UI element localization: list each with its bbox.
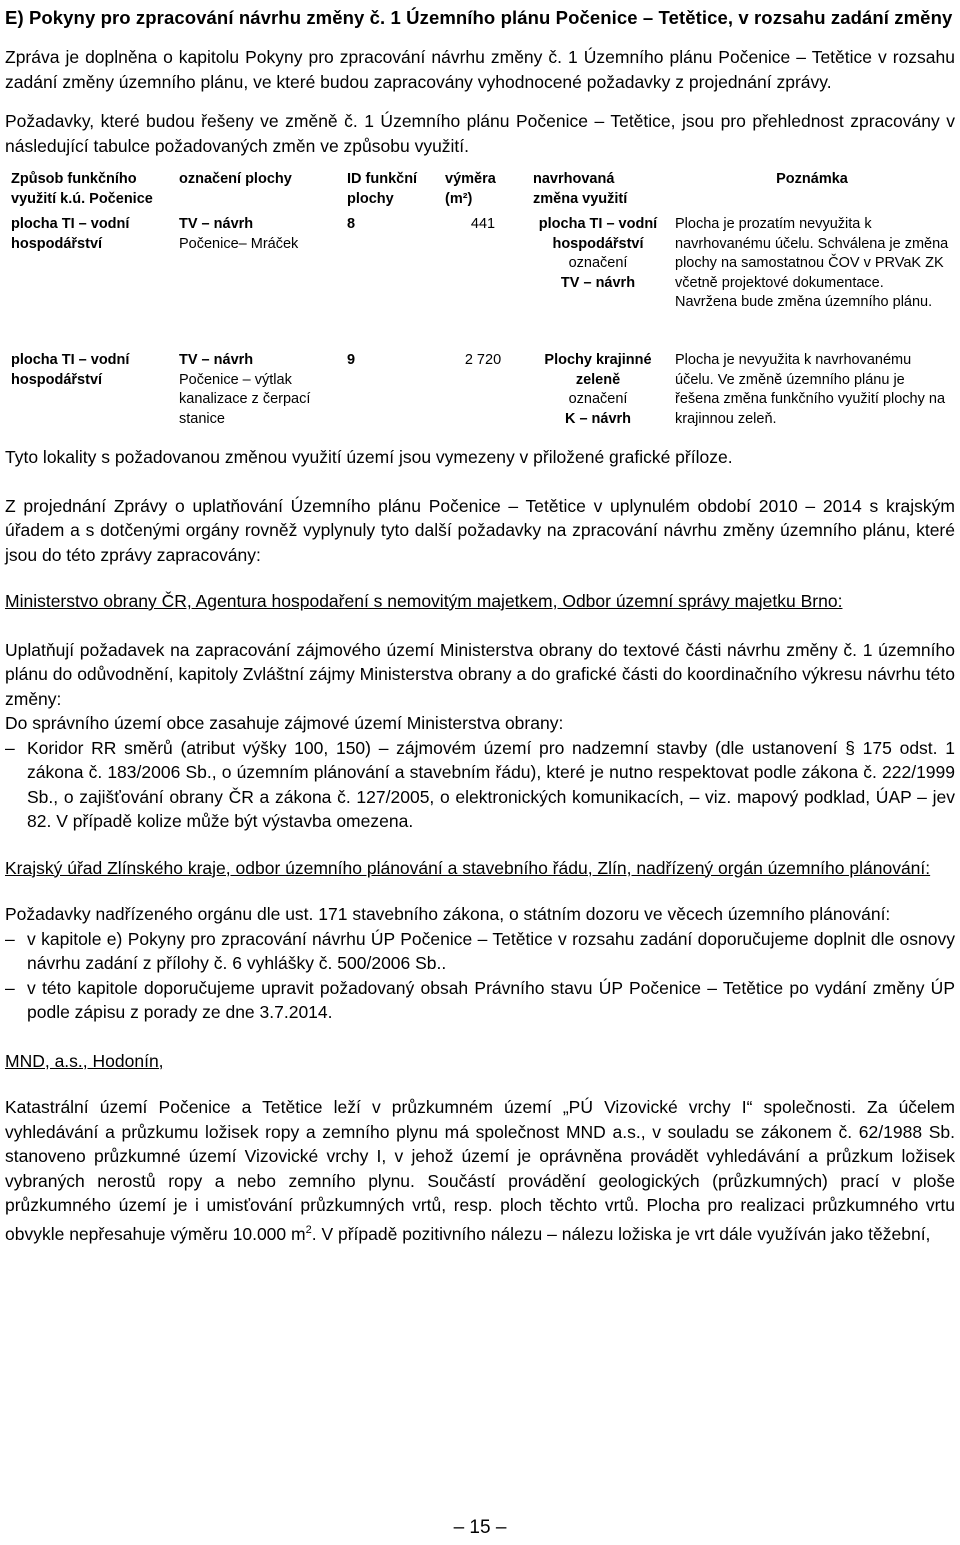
mnd-paragraph xyxy=(5,1095,955,1246)
list-item: – v kapitole e) Pokyny pro zpracování návrhu ÚP Počenice – Tetětice v rozsahu zadání doporučujeme doplnit dle osnovy návrhu zadání z přílohy č. 6 vyhlášky č. 500/2006 Sb.. xyxy=(5,927,955,976)
col-header-id: ID funkční plochy xyxy=(347,171,418,207)
cell-vymera: 441 xyxy=(470,216,496,232)
cell-zmena-code: TV – návrh xyxy=(560,274,636,291)
document-page xyxy=(5,0,955,1246)
col-header-vymera: výměra (m²) xyxy=(445,171,496,207)
cell-oznaceni-name: Počenice– Mráček xyxy=(179,235,299,252)
cell-id: 8 xyxy=(347,216,356,232)
cell-zmena-type: Plochy krajinné zeleně xyxy=(544,352,652,388)
list-item: – Koridor RR směrů (atribut výšky 100, 150) – zájmovém území pro nadzemní stavby (dle ustanovení § 175 odst. 1 zákona č. 183/2006 Sb., o územním plánování a stavebním řádu), které je nutno respektovat podle zákona č. 222/1999 Sb., o zajišťování obrany ČR a zákona č. 127/2005, o elektronických komunikacích, – viz. mapový podklad, ÚAP – jev 82. V případě kolize může být výstavba omezena. xyxy=(5,736,955,834)
change-table xyxy=(5,170,955,429)
cell-id: 9 xyxy=(347,352,356,368)
col-header-zmena: navrhovaná změna využití xyxy=(533,171,628,207)
table-header-row xyxy=(5,170,955,215)
cell-zmena-type: plocha TI – vodní hospodářství xyxy=(538,216,658,252)
after-table-note: Tyto lokality s požadovanou změnou využití území jsou vymezeny v přiložené grafické příloze. xyxy=(5,447,733,467)
cell-vymera: 2 720 xyxy=(464,352,502,368)
cell-poznamka: Plocha je nevyužita k navrhovanému účelu. Ve změně územního plánu je řešena změna funkčního využití plochy na krajinnou zeleň. xyxy=(675,352,946,427)
kraj-list xyxy=(5,927,955,1025)
cell-oznaceni xyxy=(173,215,341,351)
cell-zmena-code: K – návrh xyxy=(564,410,632,427)
cell-oznaceni-code: TV – návrh xyxy=(179,216,254,232)
cell-zmena xyxy=(527,351,669,429)
kraj-requirement-text: Požadavky nadřízeného orgánu dle ust. 171 stavebního zákona, o státním dozoru ve věcech územního plánování: xyxy=(5,904,891,924)
intro-paragraph: Zpráva je doplněna o kapitolu Pokyny pro zpracování návrhu změny č. 1 Územního plánu Počenice – Tetětice v rozsahu zadání změny územního plánu, ve které budou zapracovány vyhodnocené požadavky z projednání zprávy. xyxy=(5,47,955,92)
cell-zpusob: plocha TI – vodní hospodářství xyxy=(11,216,130,252)
cell-poznamka: Plocha je prozatím nevyužita k navrhovanému účelu. Schválena je změna plochy na samostatnou ČOV v PRVaK ZK včetně projektové dokumentace. Navržena bude změna územního plánu. xyxy=(675,216,949,310)
cell-zmena-label: označení xyxy=(568,255,628,271)
mo-territory-text: Do správního území obce zasahuje zájmové území Ministerstva obrany: xyxy=(5,713,564,733)
mo-requirement-text: Uplatňují požadavek na zapracování zájmového území Ministerstva obrany do textové části návrhu změny č. 1 územního plánu do odůvodnění, kapitoly Zvláštní zájmy Ministerstva obrany a do grafické části do koordinačního výkresu návrhu této změny: xyxy=(5,639,955,709)
section-heading: E) Pokyny pro zpracování návrhu změny č. 1 Územního plánu Počenice – Tetětice, v rozsahu zadání změny xyxy=(5,7,953,28)
mo-list xyxy=(5,736,955,834)
table-row xyxy=(5,215,955,351)
mnd-authority-title: MND, a.s., Hodonín, xyxy=(5,1050,164,1071)
cell-oznaceni xyxy=(173,351,341,429)
col-header-poznamka: Poznámka xyxy=(776,171,848,187)
intro-paragraph-2: Požadavky, které budou řešeny ve změně č. 1 Územního plánu Počenice – Tetětice, jsou pro přehlednost zpracovány v následující tabulce požadovaných změn ve způsobu využití. xyxy=(5,111,955,156)
page-number: – 15 – xyxy=(453,1517,507,1538)
cell-oznaceni-code: TV – návrh xyxy=(179,352,254,368)
mnd-superscript: 2 xyxy=(305,1223,312,1236)
mo-authority-title: Ministerstvo obrany ČR, Agentura hospodaření s nemovitým majetkem, Odbor územní správy majetku Brno: xyxy=(5,591,843,611)
projednani-paragraph: Z projednání Zprávy o uplatňování Územního plánu Počenice – Tetětice v uplynulém období 2010 – 2014 s krajským úřadem a s dotčenými orgány rovněž vyplynuly tyto další požadavky na zpracování návrhu změny územního plánu, které jsou do této zprávy zapracovány: xyxy=(5,495,955,565)
cell-zmena xyxy=(527,215,669,351)
mnd-text-a: Katastrální území Počenice a Tetětice leží v průzkumném území „PÚ Vizovické vrchy I“ společnosti. Za účelem vyhledávání a průzkumu ložisek ropy a zemního plynu má společnost MND a.s., v souladu se zákonem č. 62/1988 Sb. stanoveno průzkumné území Vizovické vrchy I, v jehož území je oprávněna provádět vyhledávání a průzkum ložisek vybraných nerostů ropy a nebo zemního plynu. Součástí provádění geologických (průzkumných) prací v ploše průzkumného území je i umisťování průzkumných vrtů, resp. ploch těchto vrtů. Plocha pro realizaci průzkumného vrtu obvykle nepřesahuje výměru 10.000 m xyxy=(5,1097,955,1244)
table-row xyxy=(5,351,955,429)
col-header-oznaceni: označení plochy xyxy=(179,171,292,187)
cell-zmena-label: označení xyxy=(568,391,628,407)
kraj-authority-title: Krajský úřad Zlínského kraje, odbor územního plánování a stavebního řádu, Zlín, nadřízený orgán územního plánování: xyxy=(5,857,931,878)
col-header-zpusob: Způsob funkčního využití k.ú. Počenice xyxy=(11,171,153,207)
list-item: – v této kapitole doporučujeme upravit požadovaný obsah Právního stavu ÚP Počenice – Tetětice po vydání změny ÚP podle zápisu z porady ze dne 3.7.2014. xyxy=(5,976,955,1025)
mnd-text-b: . V případě pozitivního nálezu – nálezu ložiska je vrt dále využíván jako těžební, xyxy=(311,1223,931,1244)
cell-zpusob: plocha TI – vodní hospodářství xyxy=(11,352,130,388)
cell-oznaceni-name: Počenice – výtlak kanalizace z čerpací stanice xyxy=(179,371,311,427)
